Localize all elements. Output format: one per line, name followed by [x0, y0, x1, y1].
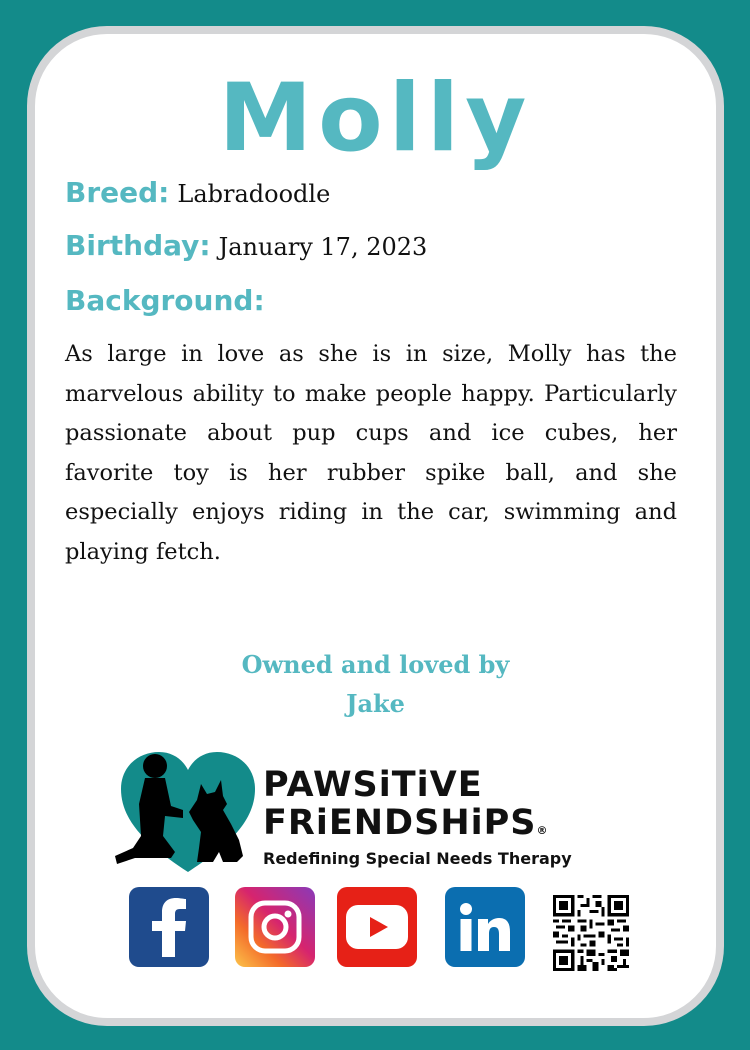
- owner-name: Jake: [346, 689, 405, 718]
- linkedin-link[interactable]: [445, 887, 525, 967]
- facebook-link[interactable]: [129, 887, 209, 967]
- background-text: As large in love as she is in size, Molly has the marvelous ability to make people happy. Particularly passionate about pup cups and ice cubes, her favorite toy is her rubber spike ball, and she especially enjoys riding in the car, swimming and playing fetch.: [65, 341, 677, 565]
- facebook-icon: [149, 897, 189, 957]
- instagram-icon: [247, 899, 303, 955]
- instagram-link[interactable]: [235, 887, 315, 967]
- linkedin-icon: [459, 902, 511, 952]
- boy-and-dog-heart-icon: [113, 744, 263, 879]
- qr-code-icon: [553, 895, 629, 971]
- brand-name-line2: [263, 804, 548, 850]
- background-label: Background:: [65, 284, 265, 317]
- breed-value: Labradoodle: [177, 180, 331, 208]
- owner-block: [35, 645, 716, 723]
- brand-tagline: Redefining Special Needs Therapy: [263, 849, 572, 868]
- background-field: [65, 284, 265, 317]
- pet-profile-card: [27, 26, 724, 1026]
- qr-code-link[interactable]: [553, 895, 629, 971]
- birthday-value: January 17, 2023: [218, 233, 428, 261]
- pet-name-title: Molly: [218, 64, 533, 173]
- birthday-label: Birthday:: [65, 229, 211, 262]
- birthday-field: [65, 229, 427, 262]
- registered-mark: ®: [536, 824, 549, 837]
- brand-name-line2-text: FRiENDSHiPS: [263, 803, 537, 843]
- breed-label: Breed:: [65, 176, 170, 209]
- youtube-icon: [346, 905, 408, 949]
- youtube-link[interactable]: [337, 887, 417, 967]
- brand-name: [263, 766, 548, 850]
- brand-name-line1: PAWSiTiVE: [263, 765, 483, 805]
- owner-caption: Owned and loved by: [241, 650, 510, 679]
- brand-logo: [113, 744, 643, 879]
- breed-field: [65, 176, 330, 209]
